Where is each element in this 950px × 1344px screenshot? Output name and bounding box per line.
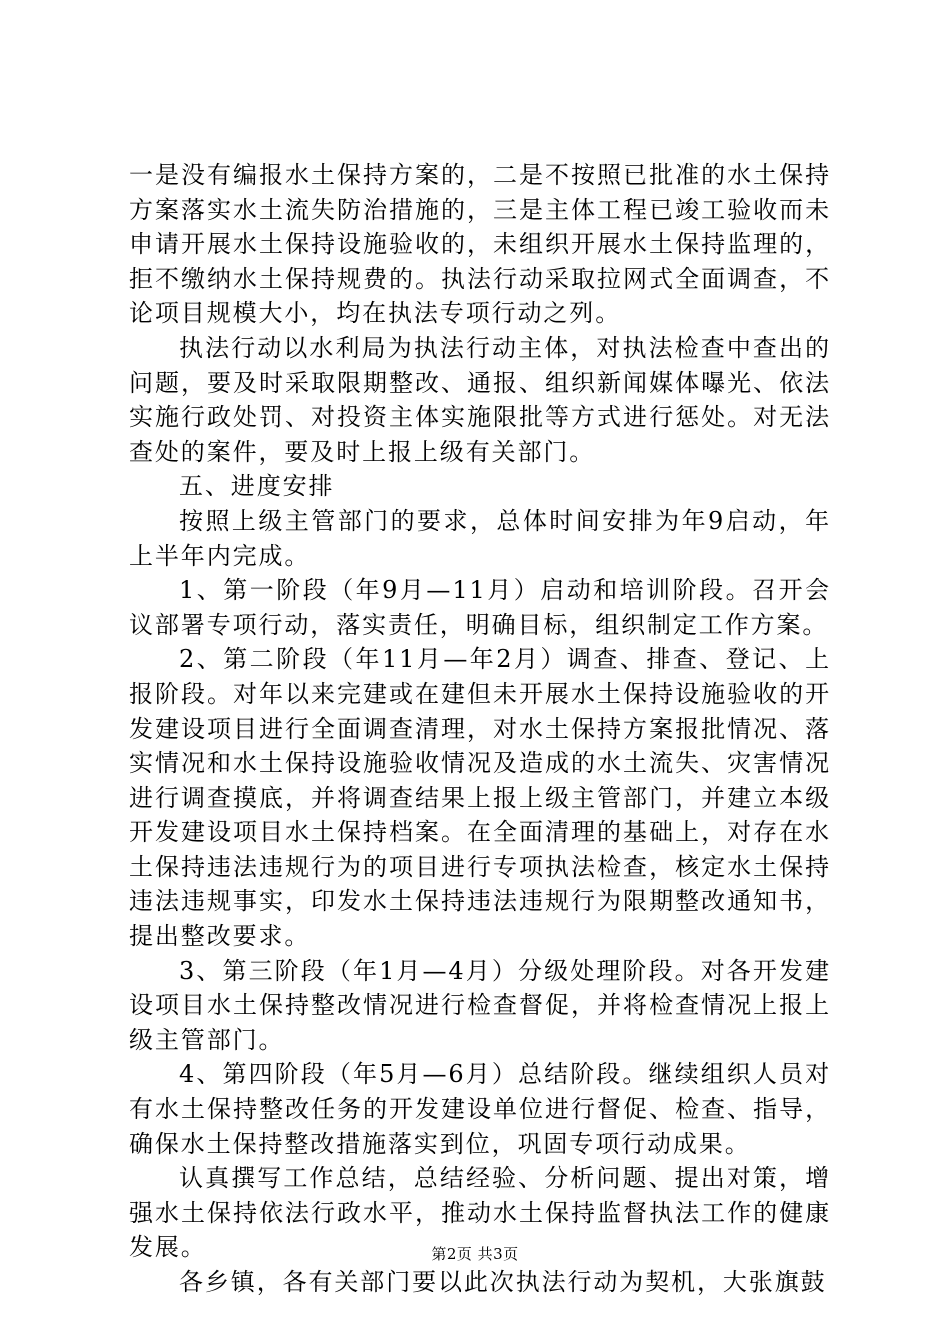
paragraph-stage-3: 3、第三阶段（年1月—4月）分级处理阶段。对各开发建设项目水土保持整改情况进行检查督促，并将检查情况上报上级主管部门。 (129, 956, 831, 1054)
paragraph-summary: 认真撰写工作总结，总结经验、分析问题、提出对策，增强水土保持依法行政水平，推动水土保持监督执法工作的健康发展。 (129, 1164, 831, 1262)
paragraph-stage-2: 2、第二阶段（年11月—年2月）调查、排查、登记、上报阶段。对年以来完建或在建但未开展水土保持设施验收的开发建设项目进行全面调查清理，对水土保持方案报批情况、落实情况和水土保持设施验收情况及造成的水土流失、灾害情况进行调查摸底，并将调查结果上报上级主管部门，并建立本级开发建设项目水土保持档案。在全面清理的基础上，对存在水土保持违法违规行为的项目进行专项执法检查，核定水土保持违法违规事实，印发水土保持违法违规行为限期整改通知书，提出整改要求。 (129, 645, 831, 951)
paragraph-1: 一是没有编报水土保持方案的，二是不按照已批准的水土保持方案落实水土流失防治措施的，三是主体工程已竣工验收而未申请开展水土保持设施验收的，未组织开展水土保持监理的，拒不缴纳水土保持规费的。执法行动采取拉网式全面调查，不论项目规模大小，均在执法专项行动之列。 (129, 161, 831, 328)
paragraph-last: 各乡镇，各有关部门要以此次执法行动为契机，大张旗鼓 (179, 1268, 827, 1296)
document-body (129, 158, 831, 1300)
paragraph-stage-1: 1、第一阶段（年9月—11月）启动和培训阶段。召开会议部署专项行动，落实责任，明确目标，组织制定工作方案。 (129, 576, 831, 639)
section-heading: 五、进度安排 (179, 472, 335, 501)
page-footer: 第2页 共3页 (431, 1245, 519, 1263)
paragraph-stage-4: 4、第四阶段（年5月—6月）总结阶段。继续组织人员对有水土保持整改任务的开发建设单位进行督促、检查、指导，确保水土保持整改措施落实到位，巩固专项行动成果。 (129, 1060, 831, 1158)
paragraph-3: 按照上级主管部门的要求，总体时间安排为年9启动，年上半年内完成。 (129, 506, 831, 570)
paragraph-2: 执法行动以水利局为执法行动主体，对执法检查中查出的问题，要及时采取限期整改、通报、组织新闻媒体曝光、依法实施行政处罚、对投资主体实施限批等方式进行惩处。对无法查处的案件，要及时上报上级有关部门。 (129, 333, 831, 466)
